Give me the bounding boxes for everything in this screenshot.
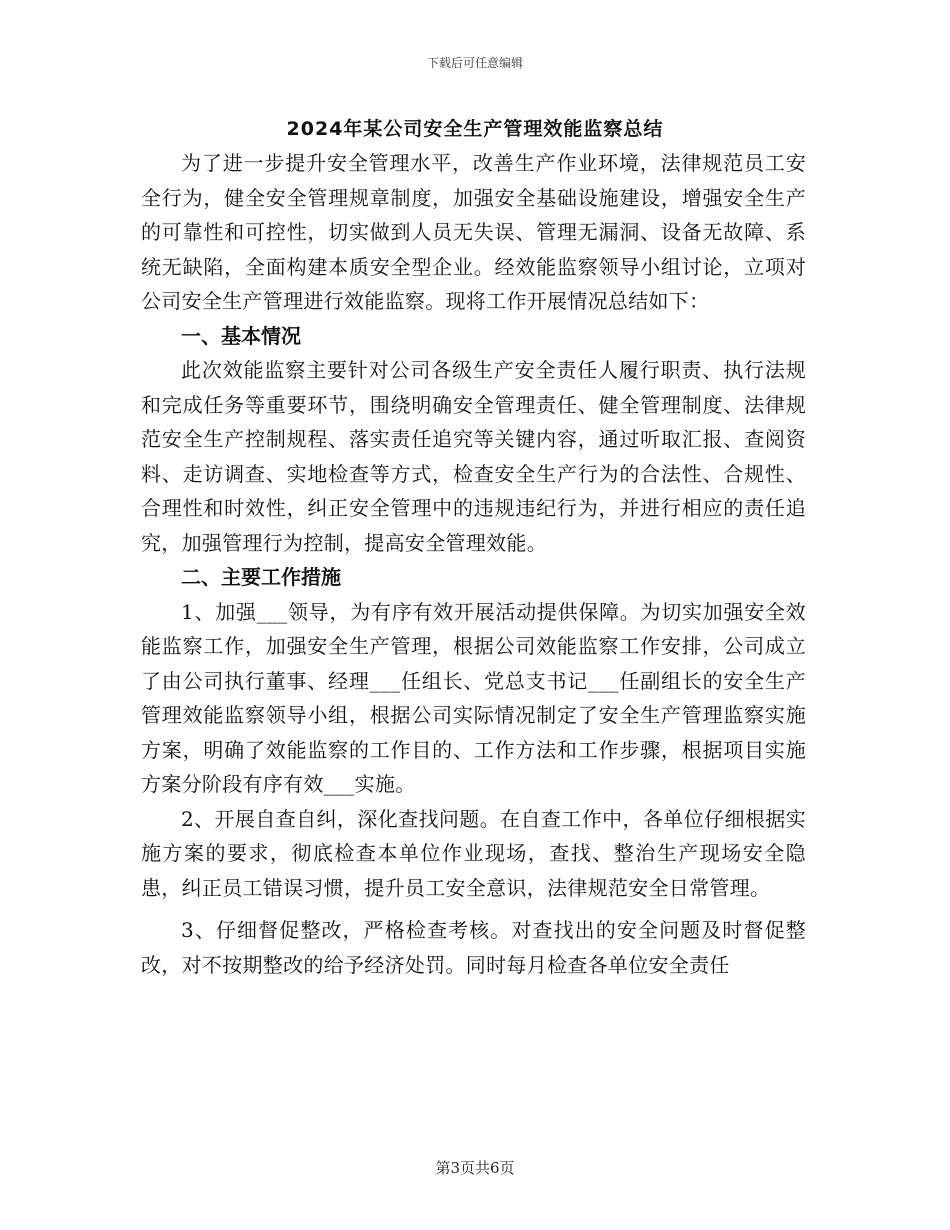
document-title: 2024年某公司安全生产管理效能监察总结 [286,118,664,140]
header-note: 下载后可任意编辑 [426,56,523,70]
section-heading-basic: 一、基本情况 [181,323,301,348]
measure-item-3: 3、仔细督促整改，严格检查考核。对查找出的安全问题及时督促整改，对不按期整改的给予经济处罚。同时每月检查各单位安全责任 [141,918,806,977]
document-body [141,146,806,982]
intro-paragraph: 为了进一步提升安全管理水平，改善生产作业环境，法律规范员工安全行为，健全安全管理规章制度，加强安全基础设施建设，增强安全生产的可靠性和可控性，切实做到人员无失误、管理无漏洞、设备无故障、系统无缺陷，全面构建本质安全型企业。经效能监察领导小组讨论，立项对公司安全生产管理进行效能监察。现将工作开展情况总结如下： [141,151,806,313]
section-basic-paragraph: 此次效能监察主要针对公司各级生产安全责任人履行职责、执行法规和完成任务等重要环节，围绕明确安全管理责任、健全管理制度、法律规范安全生产控制规程、落实责任追究等关键内容，通过听取汇报、查阅资料、走访调查、实地检查等方式，检查安全生产行为的合法性、合规性、合理性和时效性，纠正安全管理中的违规违纪行为，并进行相应的责任追究，加强管理行为控制，提高安全管理效能。 [141,358,806,555]
paragraph-gap [141,905,806,913]
measure-item-2: 2、开展自查自纠，深化查找问题。在自查工作中，各单位仔细根据实施方案的要求，彻底检查本单位作业现场，查找、整治生产现场安全隐患，纠正员工错误习惯，提升员工安全意识，法律规范安全日常管理。 [141,806,806,900]
measure-item-1: 1、加强___领导，为有序有效开展活动提供保障。为切实加强安全效能监察工作，加强安全生产管理，根据公司效能监察工作安排，公司成立了由公司执行董事、经理___任组长、党总支书记___任副组长的安全生产管理效能监察领导小组，根据公司实际情况制定了安全生产管理监察实施方案，明确了效能监察的工作目的、工作方法和工作步骤，根据项目实施方案分阶段有序有效___实施。 [141,599,806,796]
section-heading-measures: 二、主要工作措施 [181,565,341,589]
page-footer: 第3页共6页 [435,1159,515,1177]
